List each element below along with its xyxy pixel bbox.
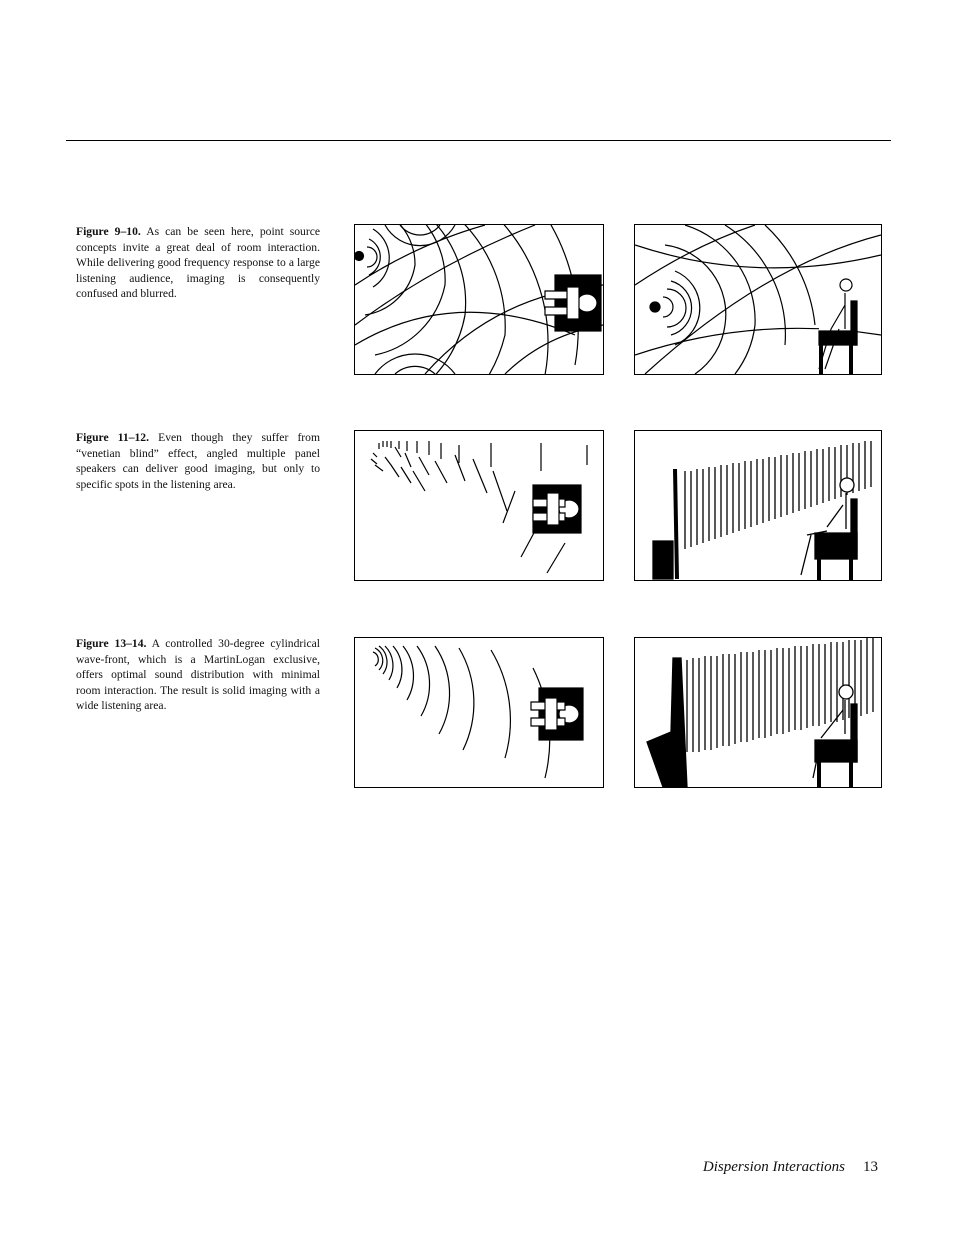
point-source-speaker <box>355 252 364 261</box>
listener-top-view <box>531 688 583 740</box>
point-source-speaker <box>650 302 660 312</box>
caption-label: Figure 11–12. <box>76 431 149 444</box>
caption-figure-13-14 <box>76 636 320 714</box>
caption-text: Even though they suffer from “venetian blind” effect, angled multiple panel speakers can deliver good imaging, but only to specific spots in the listening area. <box>76 431 320 491</box>
figure-10-side-view <box>634 224 882 375</box>
page-number: 13 <box>863 1159 878 1175</box>
page-footer <box>703 1159 878 1176</box>
figure-11-top-view <box>354 430 604 581</box>
listener-top-view <box>533 485 581 533</box>
caption-label: Figure 9–10. <box>76 225 141 238</box>
caption-text: As can be seen here, point source concepts invite a great deal of room interaction. While delivering good frequency response to a large listening audience, imaging is consequently confused and blurred. <box>76 225 320 301</box>
caption-text: A controlled 30-degree cylindrical wave-front, which is a MartinLogan exclusive, offers optimal sound distribution with minimal room interaction. The result is solid imaging with a wide listening area. <box>76 637 320 713</box>
caption-figure-9-10 <box>76 224 320 302</box>
listener-side-view <box>819 279 857 374</box>
header-rule <box>66 140 891 141</box>
cylindrical-wave-front <box>373 646 550 778</box>
section-title: Dispersion Interactions <box>702 1159 845 1175</box>
listener-top-view <box>545 275 601 331</box>
caption-figure-11-12 <box>76 430 320 492</box>
figure-12-side-view <box>634 430 882 581</box>
speaker-panel <box>647 658 687 787</box>
figure-13-top-view <box>354 637 604 788</box>
figure-9-top-view <box>354 224 604 375</box>
figure-14-side-view <box>634 637 882 788</box>
caption-label: Figure 13–14. <box>76 637 147 650</box>
